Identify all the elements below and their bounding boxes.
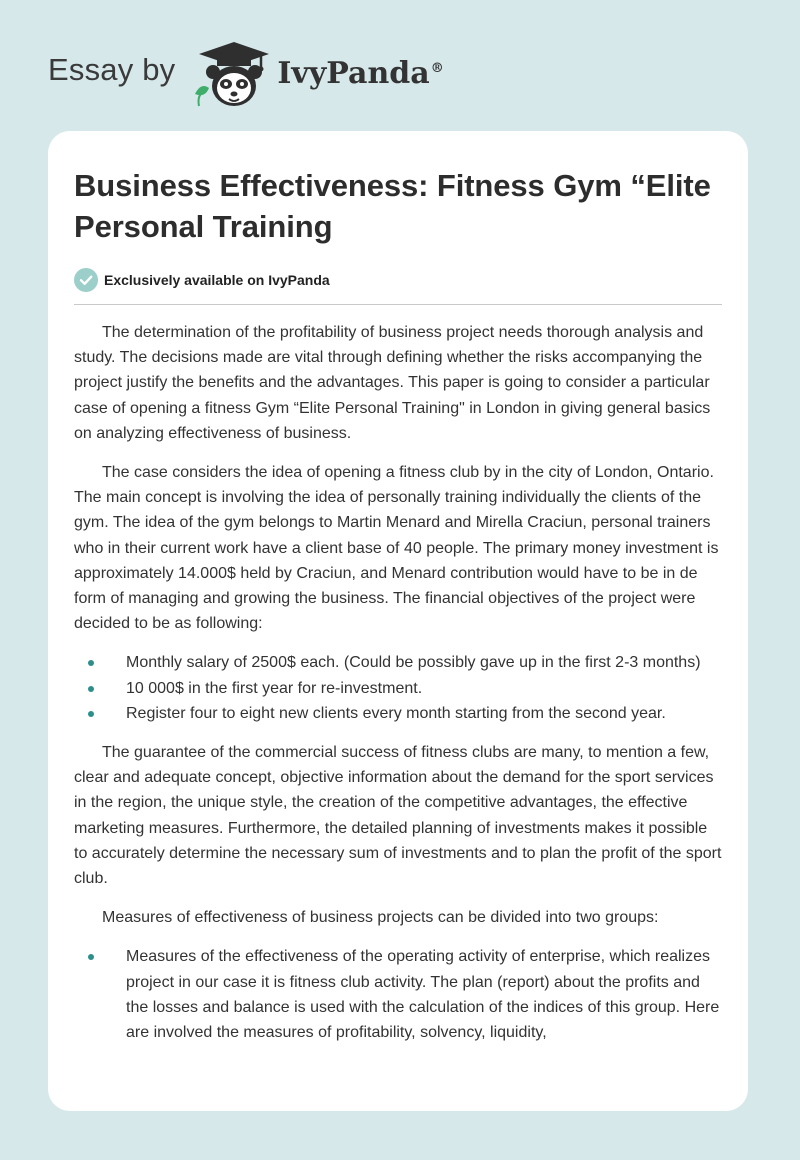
divider — [74, 304, 722, 305]
registered-mark: ® — [430, 60, 444, 76]
bullet-icon — [88, 660, 94, 666]
objectives-list — [74, 650, 722, 726]
bullet-icon — [88, 686, 94, 692]
article-body — [74, 320, 722, 1045]
panda-graduate-logo-icon[interactable] — [189, 38, 275, 110]
brand-prefix: Essay by — [48, 52, 176, 87]
brand-header — [48, 38, 444, 110]
article-title: Business Effectiveness: Fitness Gym “Elite Personal Training — [74, 168, 711, 244]
exclusive-label: Exclusively available on IvyPanda — [104, 272, 330, 288]
article-card — [48, 131, 748, 1111]
list-item: Monthly salary of 2500$ each. (Could be possibly gave up in the first 2-3 months) — [74, 650, 722, 675]
check-badge-icon — [74, 268, 98, 292]
list-item: Register four to eight new clients every month starting from the second year. — [74, 701, 722, 726]
bullet-icon — [88, 711, 94, 717]
brand-name[interactable]: IvyPanda® — [277, 55, 444, 91]
paragraph: The guarantee of the commercial success of fitness clubs are many, to mention a few, clear and adequate concept, objective information about the demand for the sport services in the region, the unique style, the creation of the competitive advantages, the effective marketing measures. Furthermore, the detailed planning of investments makes it possible to accurately determine the necessary sum of investments and to plan the profit of the sport club. — [74, 744, 722, 888]
exclusive-badge — [74, 267, 722, 293]
bullet-icon — [88, 954, 94, 960]
paragraph: The case considers the idea of opening a fitness club by in the city of London, Ontario. The main concept is involving the idea of personally training individually the clients of the gym. The idea of the gym belongs to Martin Menard and Mirella Craciun, personal trainers who in their current work have a client base of 40 people. The primary money investment is approximately 14.000$ held by Craciun, and Menard contribution would have to be in de form of managing and growing the business. The financial objectives of the project were decided to be as following: — [74, 464, 719, 633]
paragraph: Measures of effectiveness of business projects can be divided into two groups: — [102, 909, 659, 927]
list-item: Measures of the effectiveness of the operating activity of enterprise, which realizes project in our case it is fitness club activity. The plan (report) about the profits and the losses and balance is used with the calculation of the indices of this group. Here are involved the measures of profitability, solvency, liquidity, — [74, 944, 722, 1045]
list-item: 10 000$ in the first year for re-investment. — [74, 676, 722, 701]
paragraph: The determination of the profitability of business project needs thorough analysis and study. The decisions made are vital through defining whether the risks accompanying the project justify the benefits and the advantages. This paper is going to consider a particular case of opening a fitness Gym “Elite Personal Training" in London in giving general basics on analyzing effectiveness of business. — [74, 324, 711, 442]
measures-list — [74, 944, 722, 1045]
article-content — [74, 165, 722, 1059]
